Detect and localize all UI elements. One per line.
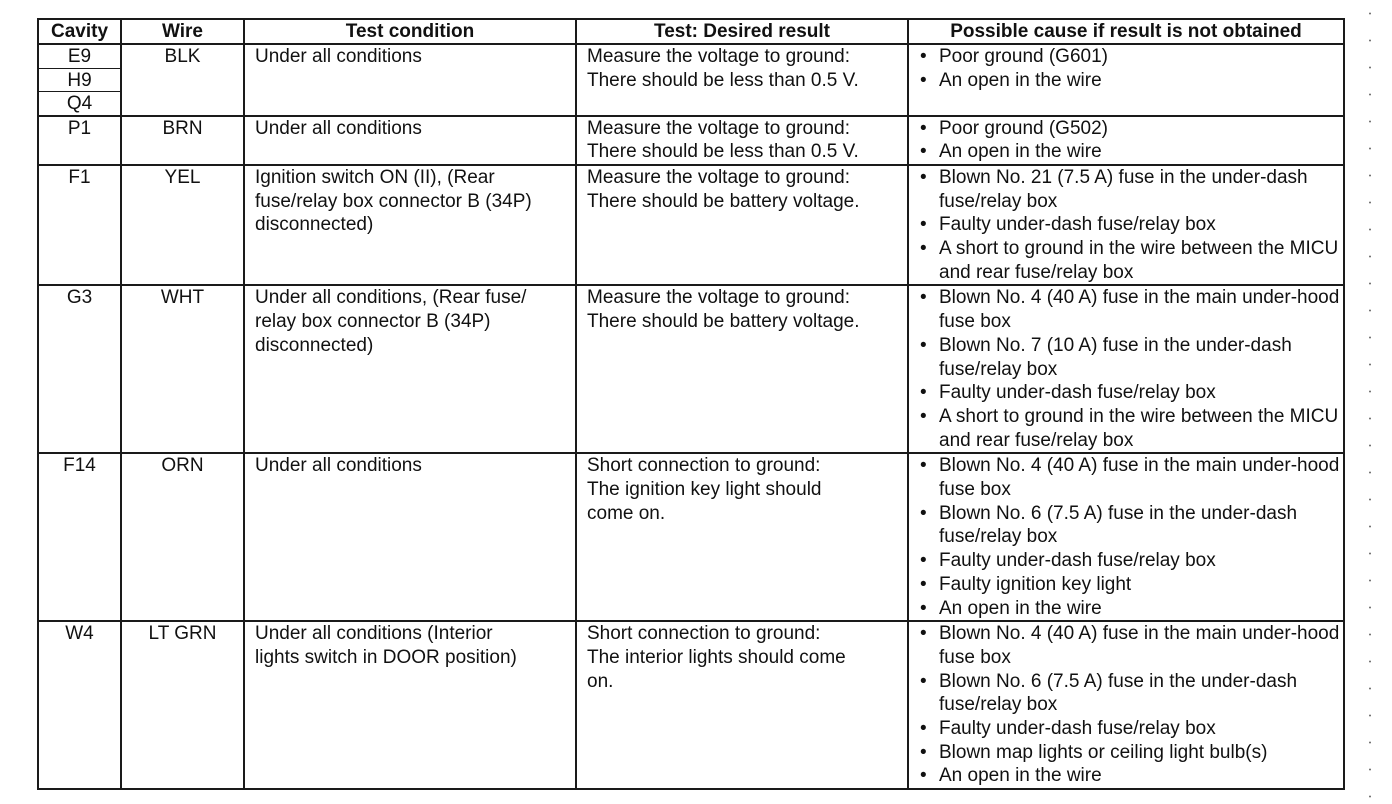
condition-line: lights switch in DOOR position)	[255, 646, 517, 668]
cause-list	[909, 286, 1343, 452]
header-cavity: Cavity	[38, 19, 121, 44]
cavity-label: P1	[67, 117, 92, 139]
cavity-label: W4	[65, 623, 94, 645]
header-wire: Wire	[121, 19, 244, 44]
cause-item: • A short to ground in the wire between the MICU and rear fuse/relay box	[917, 237, 1343, 284]
cause-item: • Blown map lights or ceiling light bulb(s)	[917, 741, 1343, 765]
condition-line: disconnected)	[255, 214, 374, 236]
cause-item: • An open in the wire	[917, 597, 1343, 621]
cause-item: • Blown No. 4 (40 A) fuse in the main under-hood fuse box	[917, 286, 1343, 333]
cause-item: • Blown No. 6 (7.5 A) fuse in the under-dash fuse/relay box	[917, 502, 1343, 549]
cause-list	[909, 166, 1343, 285]
possible-cause-cell	[908, 116, 1344, 165]
test-condition-cell	[244, 116, 576, 165]
desired-result-cell	[576, 165, 908, 286]
header-desired-result: Test: Desired result	[576, 19, 908, 44]
cavity-label: Q4	[66, 93, 93, 114]
cause-item: • An open in the wire	[917, 764, 1343, 788]
cause-item: • Faulty under-dash fuse/relay box	[917, 549, 1343, 573]
condition-line: Under all conditions, (Rear fuse/	[255, 287, 527, 309]
troubleshooting-table	[37, 18, 1345, 790]
cavity-cell	[38, 621, 121, 789]
cause-item: • Poor ground (G601)	[917, 45, 1343, 69]
result-line: The ignition key light should	[587, 479, 822, 501]
header-possible-cause: Possible cause if result is not obtained	[908, 19, 1344, 44]
wire-cell: BRN	[121, 116, 244, 165]
cause-list	[909, 622, 1343, 788]
wire-cell: WHT	[121, 285, 244, 453]
table-row	[38, 621, 1344, 789]
condition-line: Under all conditions	[255, 117, 422, 139]
table-row	[38, 285, 1344, 453]
result-line: There should be less than 0.5 V.	[587, 69, 859, 91]
desired-result-cell	[576, 621, 908, 789]
wire-cell: BLK	[121, 44, 244, 116]
desired-result-cell	[576, 285, 908, 453]
test-condition-cell	[244, 621, 576, 789]
cavity-cell	[38, 44, 121, 116]
possible-cause-cell	[908, 453, 1344, 621]
condition-line: Under all conditions	[255, 46, 422, 67]
cause-item: • Faulty under-dash fuse/relay box	[917, 213, 1343, 237]
cause-list	[909, 45, 1343, 92]
possible-cause-cell	[908, 44, 1344, 116]
desired-result-cell	[576, 44, 908, 116]
cause-item: • Faulty under-dash fuse/relay box	[917, 381, 1343, 405]
cause-item: • Faulty under-dash fuse/relay box	[917, 717, 1343, 741]
result-line: The interior lights should come	[587, 646, 846, 668]
cause-item: • Blown No. 4 (40 A) fuse in the main under-hood fuse box	[917, 454, 1343, 501]
result-line: come on.	[587, 502, 666, 524]
condition-line: fuse/relay box connector B (34P)	[255, 190, 532, 212]
cavity-cell	[38, 285, 121, 453]
test-condition-cell	[244, 285, 576, 453]
cavity-label: H9	[39, 69, 120, 93]
cavity-label: F14	[63, 455, 96, 477]
cause-item: • An open in the wire	[917, 140, 1343, 164]
condition-line: Under all conditions (Interior	[255, 623, 493, 645]
condition-line: relay box connector B (34P)	[255, 311, 491, 333]
test-condition-cell	[244, 165, 576, 286]
cause-item: • Blown No. 4 (40 A) fuse in the main under-hood fuse box	[917, 622, 1343, 669]
result-line: There should be less than 0.5 V.	[587, 141, 859, 163]
cause-item: • A short to ground in the wire between the MICU and rear fuse/relay box	[917, 405, 1343, 452]
cavity-cell	[38, 453, 121, 621]
result-line: There should be battery voltage.	[587, 190, 860, 212]
cause-item: • Blown No. 7 (10 A) fuse in the under-dash fuse/relay box	[917, 334, 1343, 381]
wire-cell: ORN	[121, 453, 244, 621]
cavity-label: E9	[39, 45, 120, 69]
condition-line: Under all conditions	[255, 455, 422, 477]
cause-item: • Faulty ignition key light	[917, 573, 1343, 597]
cause-item: • Poor ground (G502)	[917, 117, 1343, 141]
table-row	[38, 44, 1344, 116]
result-line: There should be battery voltage.	[587, 311, 860, 333]
result-line: Short connection to ground:	[587, 623, 821, 645]
cavity-label: F1	[68, 166, 91, 188]
cause-list	[909, 117, 1343, 164]
header-test-condition: Test condition	[244, 19, 576, 44]
table-row	[38, 116, 1344, 165]
cause-item: • An open in the wire	[917, 69, 1343, 93]
result-line: Short connection to ground:	[587, 455, 821, 477]
condition-line: Ignition switch ON (II), (Rear	[255, 166, 495, 188]
cause-item: • Blown No. 21 (7.5 A) fuse in the under-dash fuse/relay box	[917, 166, 1343, 213]
desired-result-cell	[576, 453, 908, 621]
result-line: on.	[587, 670, 614, 692]
condition-line: disconnected)	[255, 334, 374, 356]
cause-item: • Blown No. 6 (7.5 A) fuse in the under-dash fuse/relay box	[917, 670, 1343, 717]
cavity-label: G3	[66, 287, 93, 309]
result-line: Measure the voltage to ground:	[587, 166, 851, 188]
possible-cause-cell	[908, 165, 1344, 286]
cavity-cell	[38, 116, 121, 165]
table-row	[38, 165, 1344, 286]
result-line: Measure the voltage to ground:	[587, 46, 851, 67]
header-row	[38, 19, 1344, 44]
test-condition-cell	[244, 453, 576, 621]
wire-cell: YEL	[121, 165, 244, 286]
possible-cause-cell	[908, 285, 1344, 453]
margin-dots	[1368, 0, 1372, 804]
test-condition-cell	[244, 44, 576, 116]
desired-result-cell	[576, 116, 908, 165]
cavity-cell	[38, 165, 121, 286]
result-line: Measure the voltage to ground:	[587, 117, 851, 139]
possible-cause-cell	[908, 621, 1344, 789]
result-line: Measure the voltage to ground:	[587, 287, 851, 309]
cause-list	[909, 454, 1343, 620]
table-row	[38, 453, 1344, 621]
wire-cell: LT GRN	[121, 621, 244, 789]
